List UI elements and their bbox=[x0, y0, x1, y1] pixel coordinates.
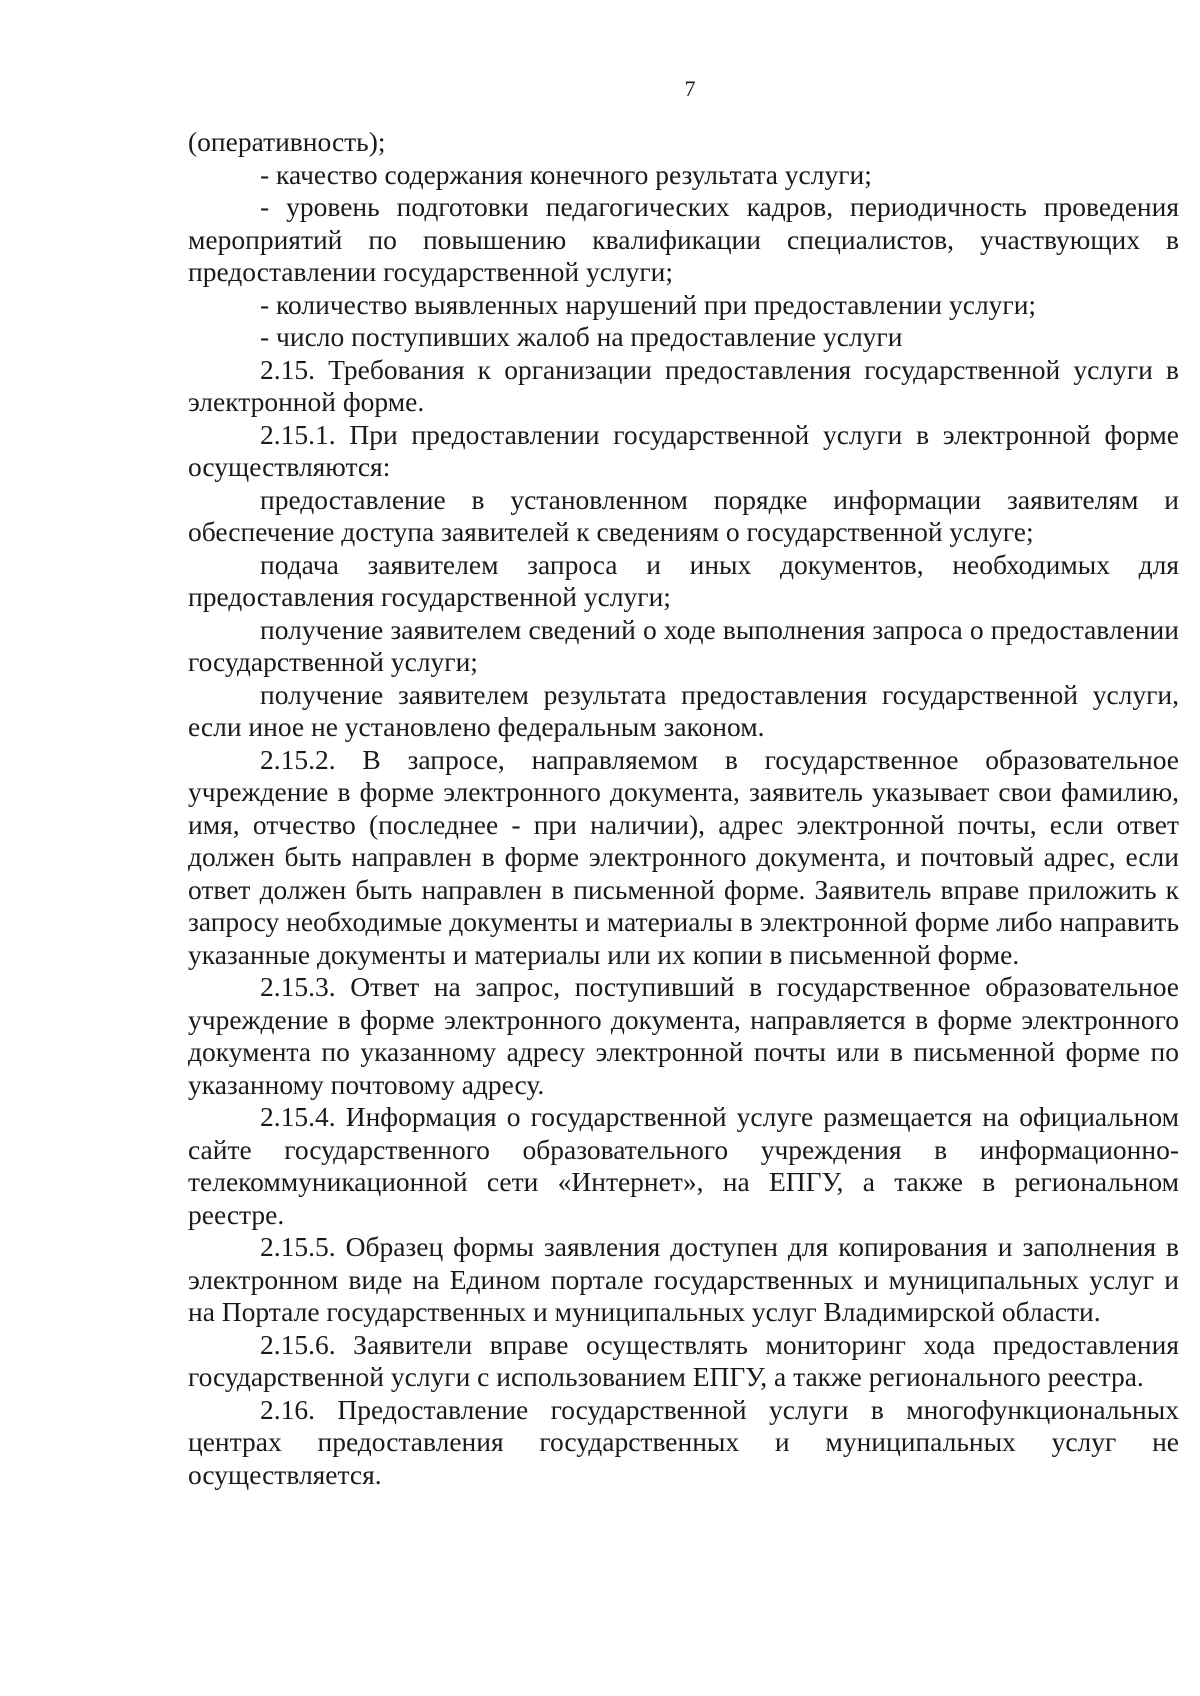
paragraph: - качество содержания конечного результата услуги; bbox=[260, 158, 872, 190]
paragraph: 2.15.5. Образец формы заявления доступен для копирования и заполнения в электронном виде на Едином портале государственных и муниципальных услуг и на Портале государственных и муниципальных услуг Владимирской области. bbox=[188, 1231, 1179, 1327]
paragraph: получение заявителем результата предоставления государственной услуги, если иное не установлено федеральным законом. bbox=[188, 678, 1179, 742]
page-number: 7 bbox=[684, 76, 696, 101]
paragraph: 2.15.1. При предоставлении государственной услуги в электронной форме осуществляются: bbox=[188, 418, 1179, 482]
paragraph: предоставление в установленном порядке информации заявителям и обеспечение доступа заявителей к сведениям о государственной услуге; bbox=[188, 483, 1179, 547]
paragraph: подача заявителем запроса и иных документов, необходимых для предоставления государственной услуги; bbox=[188, 548, 1179, 612]
paragraph: - число поступивших жалоб на предоставление услуги bbox=[260, 321, 903, 352]
paragraph: - уровень подготовки педагогических кадров, периодичность проведения мероприятий по повышению квалификации специалистов, участвующих в предоставлении государственной услуги; bbox=[188, 191, 1179, 287]
paragraph: (оперативность); bbox=[188, 126, 386, 157]
paragraph: 2.15.3. Ответ на запрос, поступивший в государственное образовательное учреждение в форме электронного документа, направляется в форме электронного документа по указанному адресу электронной почты или в письменной форме по указанному почтовому адресу. bbox=[188, 971, 1179, 1100]
paragraph: 2.16. Предоставление государственной услуги в многофункциональных центрах предоставления государственных и муниципальных услуг не осуществляется. bbox=[188, 1393, 1179, 1490]
paragraph: 2.15. Требования к организации предоставления государственной услуги в электронной форме. bbox=[188, 353, 1179, 417]
document-body bbox=[188, 126, 1179, 1491]
paragraph: - количество выявленных нарушений при предоставлении услуги; bbox=[260, 288, 1037, 320]
paragraph: 2.15.4. Информация о государственной услуге размещается на официальном сайте государственного образовательного учреждения в информационно-телекоммуникационной сети «Интернет», на ЕПГУ, а также в региональном реестре. bbox=[188, 1101, 1179, 1230]
paragraph: 2.15.6. Заявители вправе осуществлять мониторинг хода предоставления государственной услуги с использованием ЕПГУ, а также регионального реестра. bbox=[188, 1328, 1179, 1392]
paragraph: получение заявителем сведений о ходе выполнения запроса о предоставлении государственной услуги; bbox=[188, 613, 1179, 677]
paragraph: 2.15.2. В запросе, направляемом в государственное образовательное учреждение в форме электронного документа, заявитель указывает свои фамилию, имя, отчество (последнее - при наличии), адрес электронной почты, если ответ должен быть направлен в форме электронного документа, и почтовый адрес, если ответ должен быть направлен в письменной форме. Заявитель вправе приложить к запросу необходимые документы и материалы в электронной форме либо направить указанные документы и материалы или их копии в письменной форме. bbox=[188, 743, 1179, 970]
